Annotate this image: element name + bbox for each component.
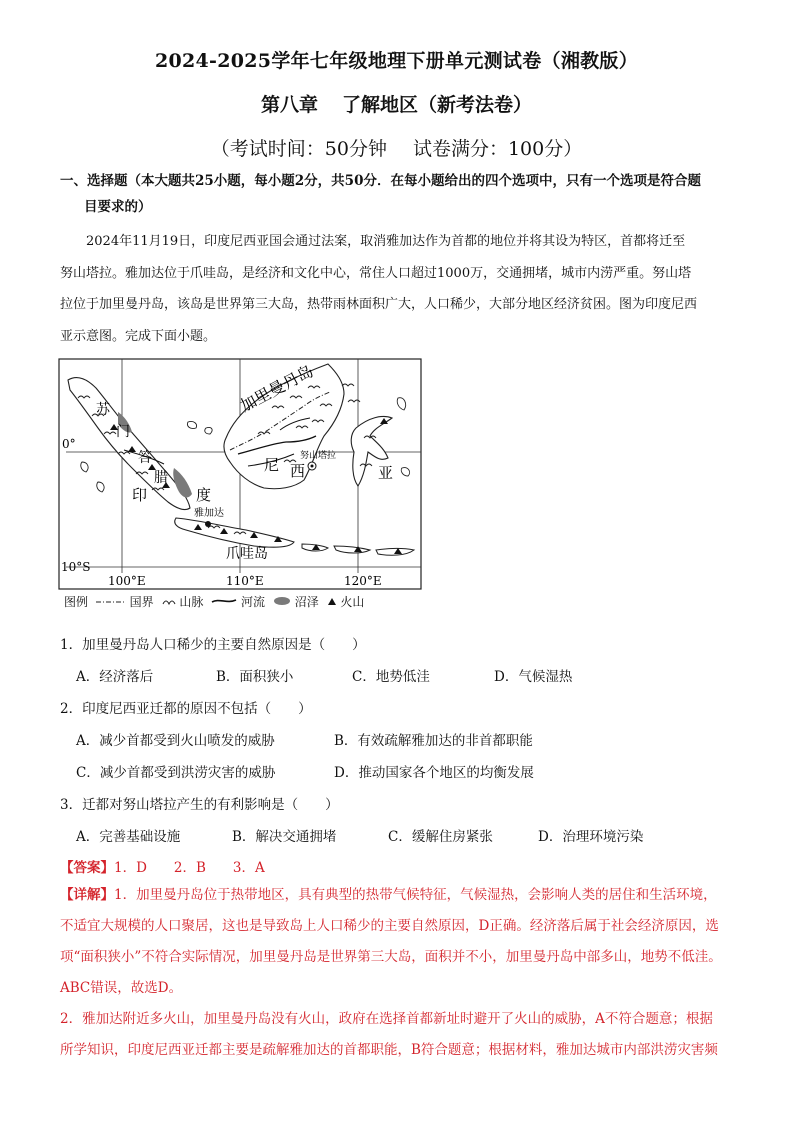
label-nusantara: 努山塔拉	[300, 451, 337, 461]
detail-line: 2．雅加达附近多火山，加里曼丹岛没有火山，政府在选择首都新址时避开了火山的威胁，A不符合题意；根据	[60, 1011, 713, 1027]
legend-title: 图例	[64, 595, 89, 609]
chapter-title	[0, 90, 793, 117]
label-lat-10s: 10°S	[61, 560, 91, 574]
volcano-legend-icon	[327, 596, 337, 606]
question-1-stem: 1．加里曼丹岛人口稀少的主要自然原因是（ ）	[60, 637, 366, 653]
chapter-name: 了解地区（新考法卷）	[342, 94, 533, 116]
q1-option-d[interactable]: D．气候湿热	[494, 669, 573, 685]
river-legend-icon	[211, 596, 237, 606]
jakarta-city-dot	[205, 521, 211, 527]
label-yin: 印	[132, 486, 148, 504]
detail-tag: 【详解】	[60, 887, 114, 903]
q3-option-a[interactable]: A．完善基础设施	[76, 829, 181, 845]
border-legend-icon	[96, 598, 126, 606]
q3-option-b[interactable]: B．解决交通拥堵	[232, 829, 337, 845]
passage-line: 2024年11月19日，印度尼西亚国会通过法案，取消雅加达作为首都的地位并将其设为特区，首都将迁至	[86, 234, 686, 249]
question-2-stem: 2．印度尼西亚迁都的原因不包括（ ）	[60, 701, 312, 717]
q3-option-d[interactable]: D．治理环境污染	[538, 829, 644, 845]
label-java: 爪哇岛	[226, 546, 268, 562]
q2-option-d[interactable]: D．推动国家各个地区的均衡发展	[334, 765, 534, 781]
legend-border: 国界	[129, 595, 154, 609]
mountain-legend-icon	[162, 596, 176, 606]
q1-option-c[interactable]: C．地势低洼	[352, 669, 430, 685]
legend-river: 河流	[241, 595, 266, 609]
passage-line: 拉位于加里曼丹岛，该岛是世界第三大岛，热带雨林面积广大，人口稀少，大部分地区经济贫困。图为印度尼西	[60, 297, 698, 312]
explanation	[60, 880, 750, 1066]
map-legend	[64, 593, 368, 610]
swamp-legend-icon	[273, 596, 291, 606]
label-lon-110e: 110°E	[226, 574, 264, 588]
detail-line: 1．加里曼丹岛位于热带地区，具有典型的热带气候特征，气候湿热，会影响人类的居住和生活环境，	[114, 887, 717, 903]
label-du: 度	[196, 486, 212, 504]
label-xi: 西	[290, 462, 306, 480]
legend-swamp: 沼泽	[294, 595, 319, 609]
answer-tag: 【答案】	[60, 860, 114, 876]
passage-line: 努山塔拉。雅加达位于爪哇岛，是经济和文化中心，常住人口超过1000万，交通拥堵，城市内涝严重。努山塔	[60, 265, 692, 281]
exam-info	[0, 134, 793, 161]
legend-mountain: 山脉	[179, 595, 204, 609]
q3-option-c[interactable]: C．缓解住房紧张	[388, 829, 493, 845]
exam-title: 2024-2025学年七年级地理下册单元测试卷（湘教版）	[154, 50, 639, 72]
exam-score: 试卷满分：100分）	[412, 138, 583, 160]
label-lat-0: 0°	[62, 437, 76, 451]
q1-option-a[interactable]: A．经济落后	[76, 669, 154, 685]
label-la: 腊	[154, 470, 168, 486]
reading-passage	[60, 226, 750, 352]
section-heading	[60, 168, 750, 220]
section-heading-line2: 目要求的）	[84, 199, 152, 215]
exam-time: （考试时间：50分钟	[210, 138, 387, 160]
q2-option-a[interactable]: A．减少首都受到火山喷发的威胁	[76, 733, 275, 749]
chapter-number: 第八章	[260, 94, 318, 116]
label-ni: 尼	[264, 456, 280, 474]
q2-option-b[interactable]: B．有效疏解雅加达的非首都职能	[334, 733, 533, 749]
answer-line	[60, 856, 265, 876]
section-heading-line1: 一、选择题（本大题共25小题，每小题2分，共50分．在每小题给出的四个选项中，只有一个选项是符合题	[60, 173, 701, 189]
label-ya: 亚	[378, 464, 394, 482]
detail-line: ABC错误，故选D。	[60, 980, 183, 996]
question-3-stem: 3．迁都对努山塔拉产生的有利影响是（ ）	[60, 797, 339, 813]
label-su: 苏	[96, 402, 110, 418]
detail-line: 不适宜大规模的人口聚居，这也是导致岛上人口稀少的主要自然原因，D正确。经济落后属于社会经济原因，选	[60, 918, 719, 934]
legend-volcano: 火山	[340, 595, 365, 609]
label-men: 门	[116, 424, 130, 440]
indonesia-map	[58, 358, 422, 590]
detail-line: 所学知识，印度尼西亚迁都主要是疏解雅加达的首都职能，B符合题意；根据材料，雅加达城市内部洪涝灾害频	[60, 1042, 718, 1058]
detail-line: 项“面积狭小”不符合实际情况，加里曼丹岛是世界第三大岛，面积并不小，加里曼丹岛中部多山，地势不低洼。	[60, 949, 722, 965]
passage-line: 亚示意图。完成下面小题。	[60, 328, 217, 344]
label-jakarta: 雅加达	[194, 508, 224, 519]
q2-option-c[interactable]: C．减少首都受到洪涝灾害的威胁	[76, 765, 276, 781]
label-kalimantan: 加里曼丹岛	[236, 361, 317, 416]
q1-option-b[interactable]: B．面积狭小	[216, 669, 294, 685]
label-lon-120e: 120°E	[344, 574, 382, 588]
label-da: 答	[138, 450, 152, 466]
label-lon-100e: 100°E	[108, 574, 146, 588]
answer-text: 1．D 2．B 3．A	[114, 860, 265, 876]
